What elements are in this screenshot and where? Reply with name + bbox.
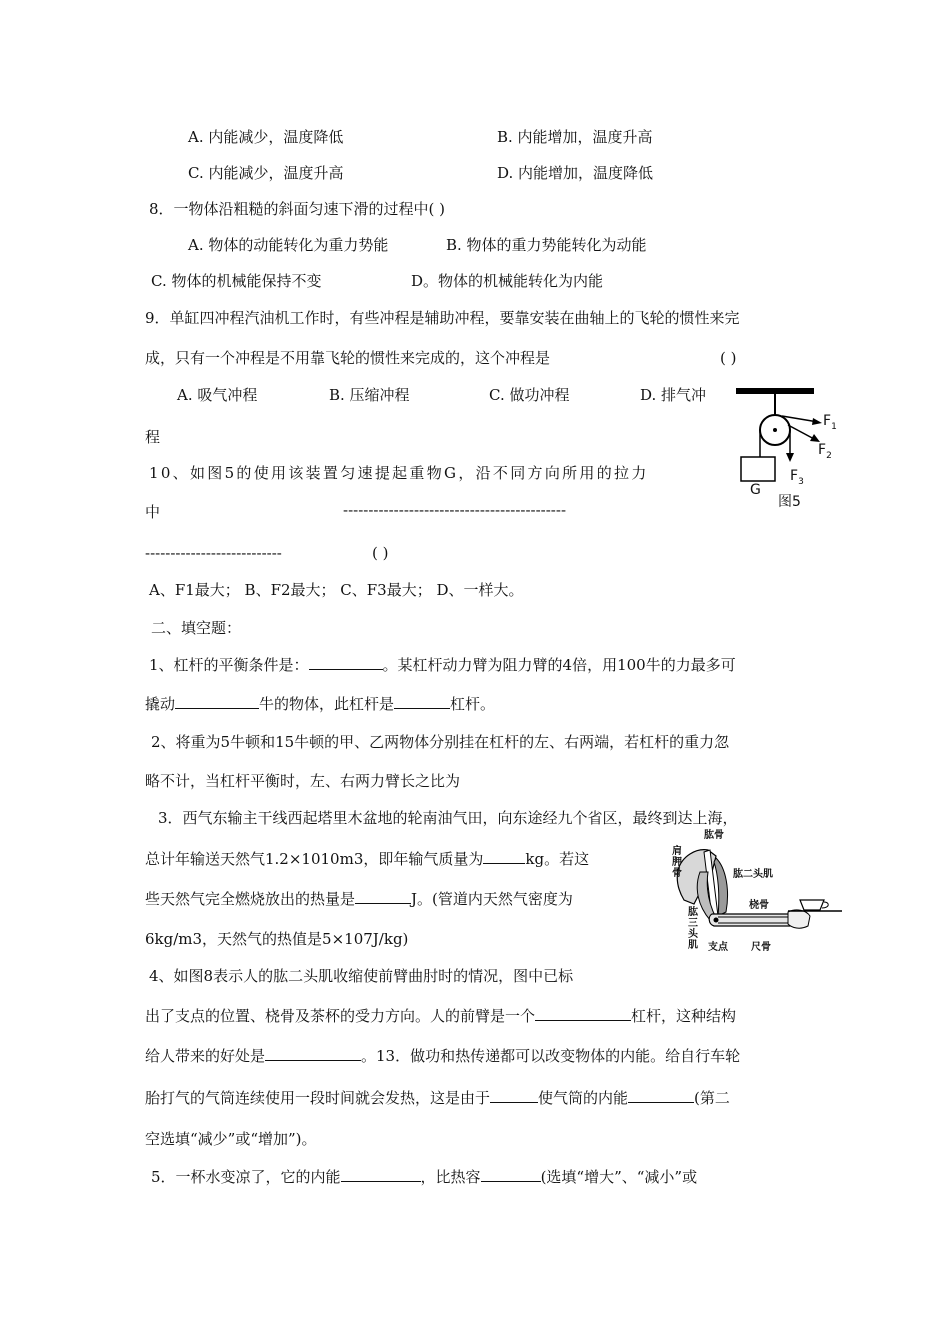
pulley-axle [773, 428, 777, 432]
f4-line4: 胎打气的气筒连续使用一段时间就会发热，这是由于 使气筒的内能 (第二 [145, 1089, 730, 1107]
q10-answer-paren: ( ) [372, 544, 389, 562]
q9-stem-line2: 成，只有一个冲程是不用靠飞轮的惯性来完成的，这个冲程是 [145, 349, 551, 367]
label-triceps-2: 三 [688, 918, 698, 929]
q7-option-c: C. 内能减少，温度升高 [188, 164, 344, 182]
q8-stem: 8．一物体沿粗糙的斜面匀速下滑的过程中( ) [149, 200, 446, 218]
q9-option-b: B. 压缩冲程 [329, 386, 410, 404]
label-scapula-3: 骨 [672, 868, 682, 879]
q10-dashes-1: -------------------------------------------- [343, 501, 567, 519]
label-humerus: 肱骨 [704, 830, 724, 841]
label-triceps-1: 肱 [688, 907, 698, 918]
forearm [709, 914, 796, 926]
teacup [800, 900, 824, 910]
section2-title: 二、填空题： [151, 619, 242, 637]
ceiling-bar [736, 388, 814, 394]
q10-stem-line2-start: 中 [145, 503, 161, 521]
q10-stem-line1: 10、如图5的使用该装置匀速提起重物G，沿不同方向所用的拉力 [149, 464, 649, 482]
f4-line2: 出了支点的位置、桡骨及茶杯的受力方向。人的前臂是一个 杠杆，这种结构 [145, 1007, 737, 1025]
f1-line1: 1、杠杆的平衡条件是： 。某杠杆动力臂为阻力臂的4倍，用100牛的力最多可 [149, 656, 736, 674]
f4-line5: 空选填“减少”或“增加”)。 [145, 1130, 317, 1148]
q8-option-b: B. 物体的重力势能转化为动能 [446, 236, 647, 254]
label-fulcrum: 支点 [708, 942, 728, 953]
label-radius: 桡骨 [749, 900, 769, 911]
label-triceps-3: 头 [688, 929, 698, 940]
q7-option-b: B. 内能增加，温度升高 [497, 128, 653, 146]
label-f2: $F_2$ [818, 442, 832, 461]
q8-option-a: A. 物体的动能转化为重力势能 [188, 236, 389, 254]
label-f1: $F_1$ [823, 413, 837, 432]
q9-option-d-wrap: 程 [145, 428, 161, 446]
f5-line1: 5．一杯水变凉了，它的内能 ，比热容 (选填“增大”、“减小”或 [151, 1168, 698, 1186]
f3-line3: 些天然气完全燃烧放出的热量是 J。(管道内天然气密度为 [145, 890, 573, 908]
f4-line1: 4、如图8表示人的肱二头肌收缩使前臂曲肘时的情况，图中已标 [149, 967, 574, 985]
q9-answer-paren: ( ) [720, 349, 737, 367]
hand [788, 910, 810, 928]
q10-options: A、F1最大； B、F2最大； C、F3最大； D、一样大。 [149, 581, 524, 599]
q8-option-c: C. 物体的机械能保持不变 [151, 272, 322, 290]
f2-line1: 2、将重为5牛顿和15牛顿的甲、乙两物体分别挂在杠杆的左、右两端，若杠杆的重力忽 [151, 733, 730, 751]
f3-line1: 3．西气东输主干线西起塔里木盆地的轮南油气田，向东途经九个省区，最终到达上海， [158, 809, 738, 827]
weight-g [741, 457, 775, 481]
label-g: G [750, 482, 761, 498]
label-scapula-2: 胛 [672, 857, 682, 868]
label-ulna: 尺骨 [751, 942, 771, 953]
f3-line2: 总计年输送天然气1.2×1010m3，即年输气质量为 kg。若这 [145, 850, 590, 868]
q9-stem-line1: 9．单缸四冲程汽油机工作时，有些冲程是辅助冲程，要靠安装在曲轴上的飞轮的惯性来完 [145, 309, 740, 327]
q8-option-d: D。物体的机械能转化为内能 [411, 272, 604, 290]
force-f1-head [812, 418, 822, 425]
figure5-caption: 图5 [778, 494, 801, 510]
label-biceps: 肱二头肌 [733, 869, 773, 880]
label-triceps-4: 肌 [688, 940, 698, 951]
q10-dashes-2: --------------------------- [145, 544, 282, 562]
f4-line3: 给人带来的好处是 。13．做功和热传递都可以改变物体的内能。给自行车轮 [145, 1047, 741, 1065]
q7-option-d: D. 内能增加，温度降低 [497, 164, 654, 182]
fulcrum-point [714, 918, 719, 923]
f2-line2: 略不计，当杠杆平衡时，左、右两力臂长之比为 [145, 772, 461, 790]
f1-line2: 撬动 牛的物体，此杠杆是 杠杆。 [145, 695, 496, 713]
label-f3: $F_3$ [790, 468, 804, 487]
force-f3-head [786, 453, 794, 462]
q7-option-a: A. 内能减少，温度降低 [188, 128, 344, 146]
label-scapula-1: 肩 [672, 846, 682, 857]
f3-line4: 6kg/m3，天然气的热值是5×107J/kg) [145, 930, 409, 948]
q9-option-a: A. 吸气冲程 [177, 386, 258, 404]
force-f2-arrow [788, 425, 816, 440]
q9-option-c: C. 做功冲程 [489, 386, 570, 404]
q9-option-d: D. 排气冲 [640, 386, 707, 404]
